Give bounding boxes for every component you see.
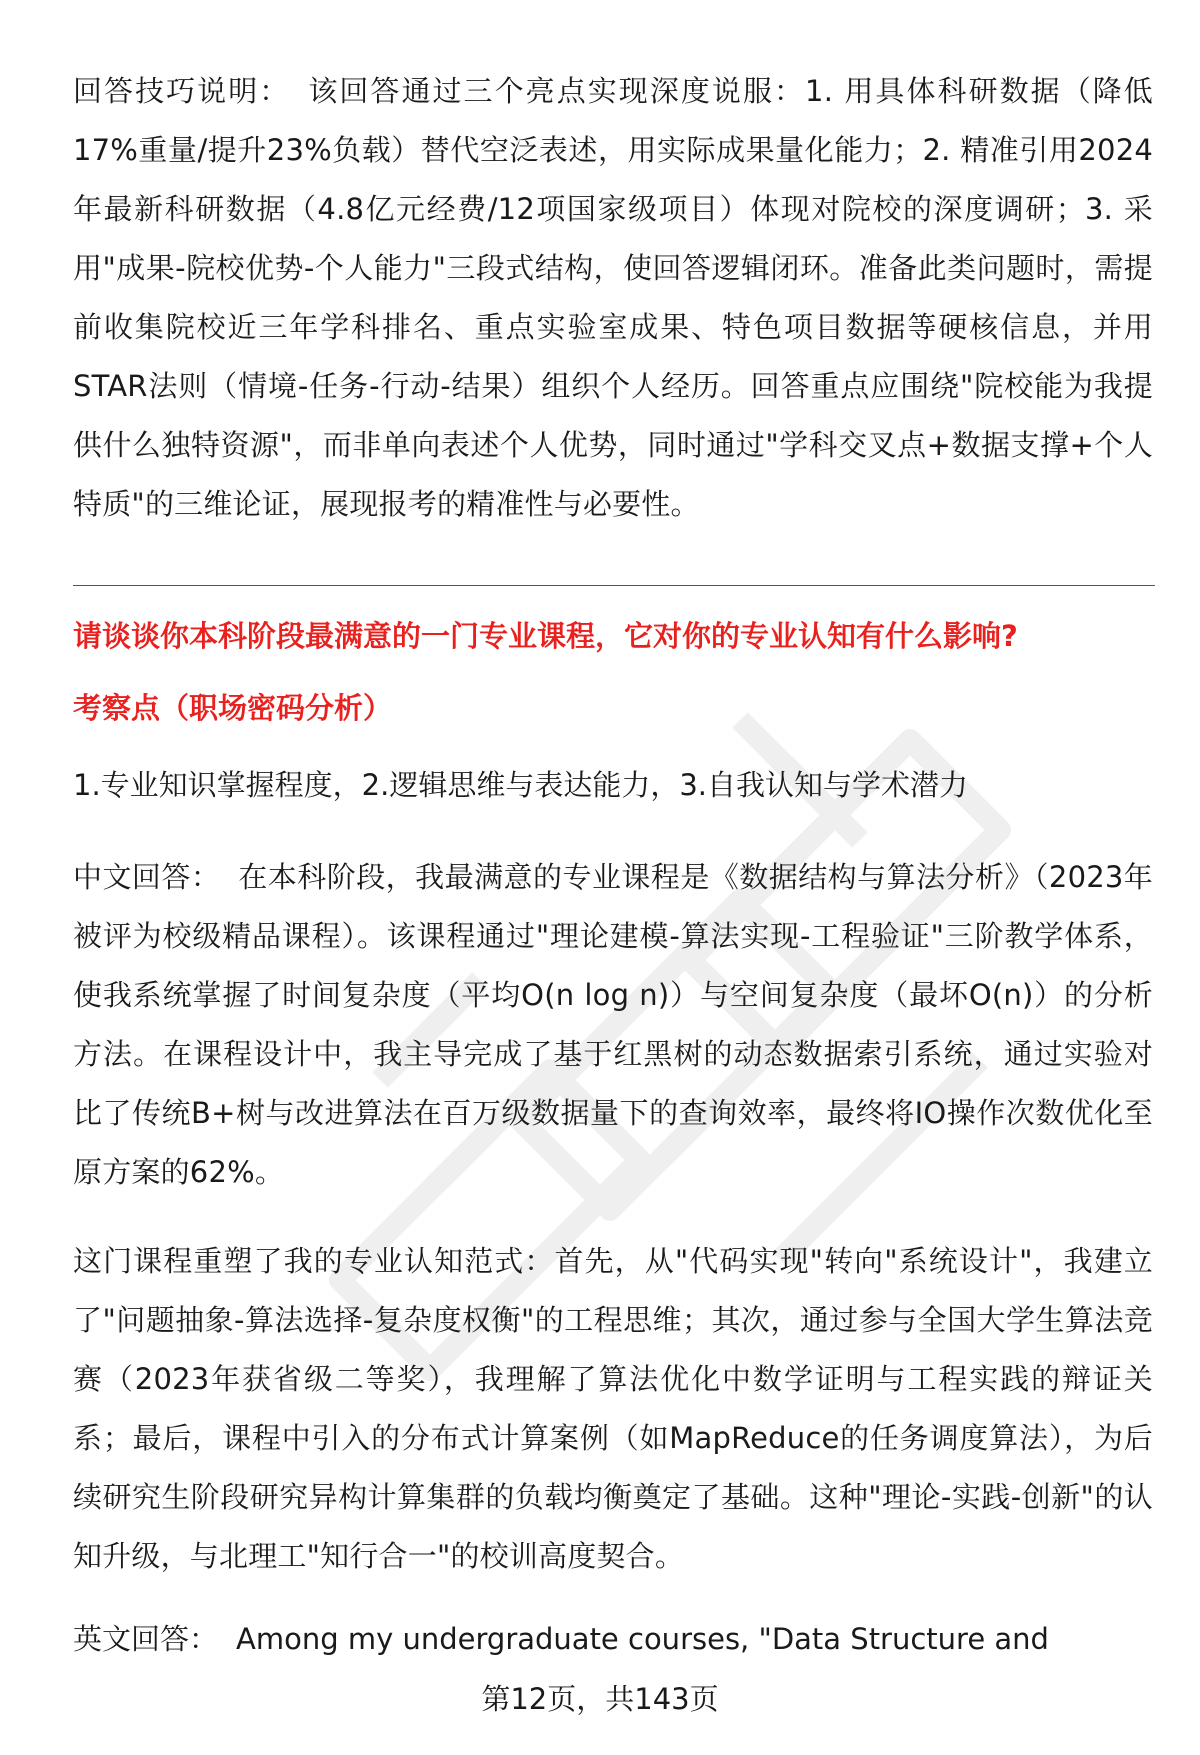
intro-block	[73, 62, 1153, 534]
answer-cn-paragraph-2: 这门课程重塑了我的专业认知范式：首先，从"代码实现"转向"系统设计"，我建立了"问题抽象-算法选择-复杂度权衡"的工程思维；其次，通过参与全国大学生算法竞赛（2023年获省级二等奖），我理解了算法优化中数学证明与工程实践的辩证关系；最后，课程中引入的分布式计算案例（如MapReduce的任务调度算法），为后续研究生阶段研究异构计算集群的负载均衡奠定了基础。这种"理论-实践-创新"的认知升级，与北理工"知行合一"的校训高度契合。	[73, 1244, 1153, 1573]
section-divider	[73, 585, 1155, 586]
page-indicator: 第12页，共143页	[481, 1682, 719, 1716]
intro-paragraph	[73, 62, 1153, 534]
answer-cn-block-2	[73, 1232, 1153, 1586]
intro-text: 该回答通过三个亮点实现深度说服：1. 用具体科研数据（降低17%重量/提升23%负载）替代空泛表述，用实际成果量化能力；2. 精准引用2024年最新科研数据（4.8亿元经费/12项国家级项目）体现对院校的深度调研；3. 采用"成果-院校优势-个人能力"三段式结构，使回答逻辑闭环。准备此类问题时，需提前收集院校近三年学科排名、重点实验室成果、特色项目数据等硬核信息，并用STAR法则（情境-任务-行动-结果）组织个人经历。回答重点应围绕"院校能为我提供什么独特资源"，而非单向表述个人优势，同时通过"学科交叉点+数据支撑+个人特质"的三维论证，展现报考的精准性与必要性。	[73, 74, 1153, 521]
answer-cn-text-1: 在本科阶段，我最满意的专业课程是《数据结构与算法分析》（2023年被评为校级精品课程）。该课程通过"理论建模-算法实现-工程验证"三阶教学体系，使我系统掌握了时间复杂度（平均O(n log n)）与空间复杂度（最坏O(n)）的分析方法。在课程设计中，我主导完成了基于红黑树的动态数据索引系统，通过实验对比了传统B+树与改进算法在百万级数据量下的查询效率，最终将IO操作次数优化至原方案的62%。	[73, 860, 1153, 1189]
intro-label: 回答技巧说明：	[73, 74, 291, 108]
answer-cn-paragraph-1	[73, 848, 1153, 1202]
answer-en-paragraph	[73, 1615, 1153, 1663]
answer-cn-label: 中文回答：	[73, 860, 221, 894]
answer-cn-block	[73, 848, 1153, 1202]
focus-points: 1.专业知识掌握程度，2.逻辑思维与表达能力，3.自我认知与学术潜力	[73, 768, 969, 802]
answer-en-text: Among my undergraduate courses, "Data Structure and	[236, 1622, 1049, 1656]
focus-title: 考察点（职场密码分析）	[73, 691, 393, 725]
answer-en-label: 英文回答：	[73, 1622, 219, 1656]
question-heading: 请谈谈你本科阶段最满意的一门专业课程，它对你的专业认知有什么影响?	[73, 619, 1018, 653]
